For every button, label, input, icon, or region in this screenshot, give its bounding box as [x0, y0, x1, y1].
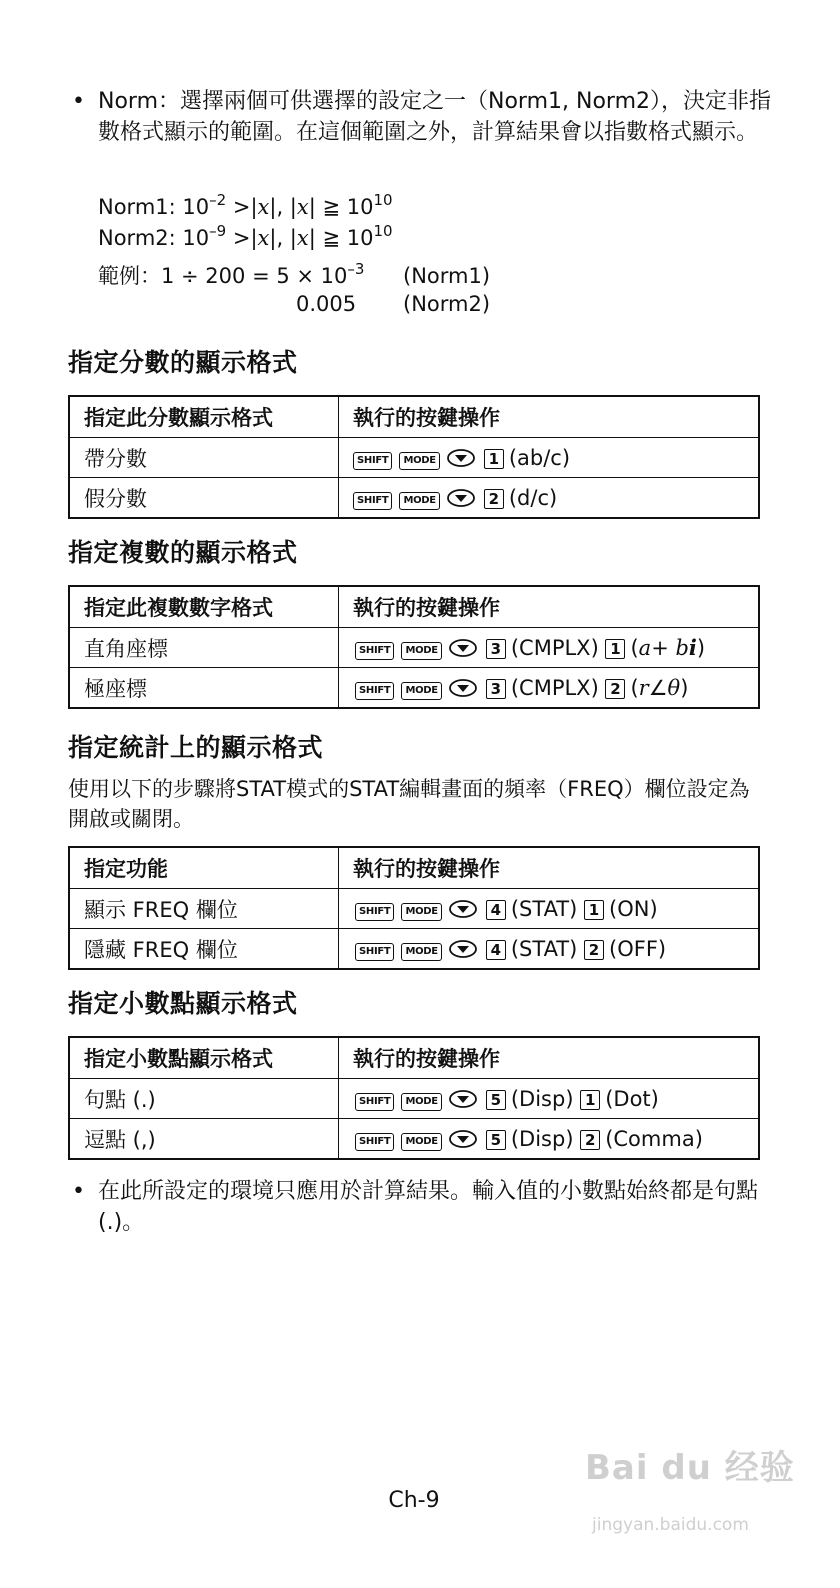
mode-key: MODE — [399, 492, 439, 510]
key-sequence: SHIFT MODE 5 (Disp) 1 (Dot) — [339, 1079, 760, 1119]
shift-key: SHIFT — [355, 682, 394, 700]
heading-stat: 指定統計上的顯示格式 — [68, 733, 324, 762]
note-bullet — [72, 1176, 772, 1238]
number-key: 1 — [605, 639, 625, 659]
number-key: 4 — [486, 940, 506, 960]
table-row — [69, 438, 759, 478]
table-header: 指定功能 — [69, 847, 339, 889]
note-text: 在此所設定的環境只應用於計算結果。輸入值的小數點始終都是句點(.)。 — [98, 1179, 759, 1235]
table-cell: 顯示 FREQ 欄位 — [69, 889, 339, 929]
page-number: Ch-9 — [388, 1488, 440, 1513]
shift-key: SHIFT — [355, 943, 394, 961]
table-row — [69, 889, 759, 929]
table-row — [69, 929, 759, 970]
key-sequence: SHIFT MODE 4 (STAT) 2 (OFF) — [339, 929, 760, 970]
table-header: 指定小數點顯示格式 — [69, 1037, 339, 1079]
norm-description: Norm：選擇兩個可供選擇的設定之一（Norm1, Norm2），決定非指數格式顯示的範圍。在這個範圍之外，計算結果會以指數格式顯示。 — [98, 89, 771, 145]
number-key: 1 — [584, 900, 604, 920]
key-sequence: SHIFT MODE 3 (CMPLX) 1 (a+ bi) — [339, 628, 760, 668]
table-cell: 帶分數 — [69, 438, 339, 478]
table-row — [69, 1079, 759, 1119]
norm2-range: Norm2: $10^{-9} >|x|$, |x| ≧ $10^{10}$ — [98, 222, 393, 250]
shift-key: SHIFT — [355, 1093, 394, 1111]
stat-table — [68, 846, 760, 970]
table-header: 指定此複數數字格式 — [69, 586, 339, 628]
mode-key: MODE — [401, 1133, 441, 1151]
down-arrow-icon — [447, 489, 475, 507]
mode-key: MODE — [401, 1093, 441, 1111]
down-arrow-icon — [447, 449, 475, 467]
shift-key: SHIFT — [355, 903, 394, 921]
down-arrow-icon — [449, 1130, 477, 1148]
bullet-dot: • — [72, 1179, 85, 1204]
mode-key: MODE — [401, 943, 441, 961]
number-key: 3 — [486, 679, 506, 699]
table-header: 執行的按鍵操作 — [339, 847, 760, 889]
norm-bullet — [72, 86, 772, 148]
watermark-logo: Bai du 经验 — [585, 1448, 795, 1488]
mode-key: MODE — [401, 903, 441, 921]
shift-key: SHIFT — [355, 1133, 394, 1151]
mode-key: MODE — [399, 452, 439, 470]
down-arrow-icon — [449, 900, 477, 918]
key-sequence: SHIFT MODE 4 (STAT) 1 (ON) — [339, 889, 760, 929]
mode-key: MODE — [401, 642, 441, 660]
shift-key: SHIFT — [353, 452, 392, 470]
table-cell: 逗點 (,) — [69, 1119, 339, 1160]
shift-key: SHIFT — [353, 492, 392, 510]
number-key: 2 — [605, 679, 625, 699]
number-key: 4 — [486, 900, 506, 920]
norm-example: 範例：$1 \div 200 = 5 \times 10^{-3}$ (Norm1) 0.005 (Norm2) — [98, 260, 491, 316]
watermark-url: jingyan.baidu.com — [592, 1515, 749, 1535]
heading-decimal: 指定小數點顯示格式 — [68, 989, 298, 1018]
table-header: 執行的按鍵操作 — [339, 586, 760, 628]
down-arrow-icon — [449, 1090, 477, 1108]
heading-complex: 指定複數的顯示格式 — [68, 538, 298, 567]
down-arrow-icon — [449, 940, 477, 958]
number-key: 3 — [486, 639, 506, 659]
table-cell: 句點 (.) — [69, 1079, 339, 1119]
table-row — [69, 668, 759, 709]
table-header: 指定此分數顯示格式 — [69, 396, 339, 438]
mode-key: MODE — [401, 682, 441, 700]
table-cell: 極座標 — [69, 668, 339, 709]
bullet-dot: • — [72, 89, 85, 114]
down-arrow-icon — [449, 639, 477, 657]
stat-description: 使用以下的步驟將STAT模式的STAT編輯畫面的頻率（FREQ）欄位設定為開啟或關閉。 — [68, 777, 750, 831]
key-sequence: SHIFT MODE 3 (CMPLX) 2 (r∠θ) — [339, 668, 760, 709]
down-arrow-icon — [449, 679, 477, 697]
key-sequence: SHIFT MODE 5 (Disp) 2 (Comma) — [339, 1119, 760, 1160]
heading-fraction: 指定分數的顯示格式 — [68, 348, 298, 377]
fraction-table — [68, 395, 760, 519]
key-sequence: SHIFT MODE 1 (ab/c) — [339, 438, 760, 478]
table-row — [69, 478, 759, 519]
number-key: 5 — [486, 1090, 506, 1110]
key-sequence: SHIFT MODE 2 (d/c) — [339, 478, 760, 519]
number-key: 2 — [580, 1130, 600, 1150]
complex-table — [68, 585, 760, 709]
table-cell: 直角座標 — [69, 628, 339, 668]
shift-key: SHIFT — [355, 642, 394, 660]
table-cell: 隱藏 FREQ 欄位 — [69, 929, 339, 970]
table-header: 執行的按鍵操作 — [339, 1037, 760, 1079]
number-key: 2 — [584, 940, 604, 960]
norm1-range: Norm1: $10^{-2} >|x|$, |x| ≧ $10^{10}$ — [98, 191, 393, 219]
decimal-table — [68, 1036, 760, 1160]
table-row — [69, 1119, 759, 1160]
table-row — [69, 628, 759, 668]
table-header: 執行的按鍵操作 — [339, 396, 760, 438]
number-key: 2 — [484, 489, 504, 509]
number-key: 1 — [580, 1090, 600, 1110]
table-cell: 假分數 — [69, 478, 339, 519]
number-key: 1 — [484, 449, 504, 469]
number-key: 5 — [486, 1130, 506, 1150]
